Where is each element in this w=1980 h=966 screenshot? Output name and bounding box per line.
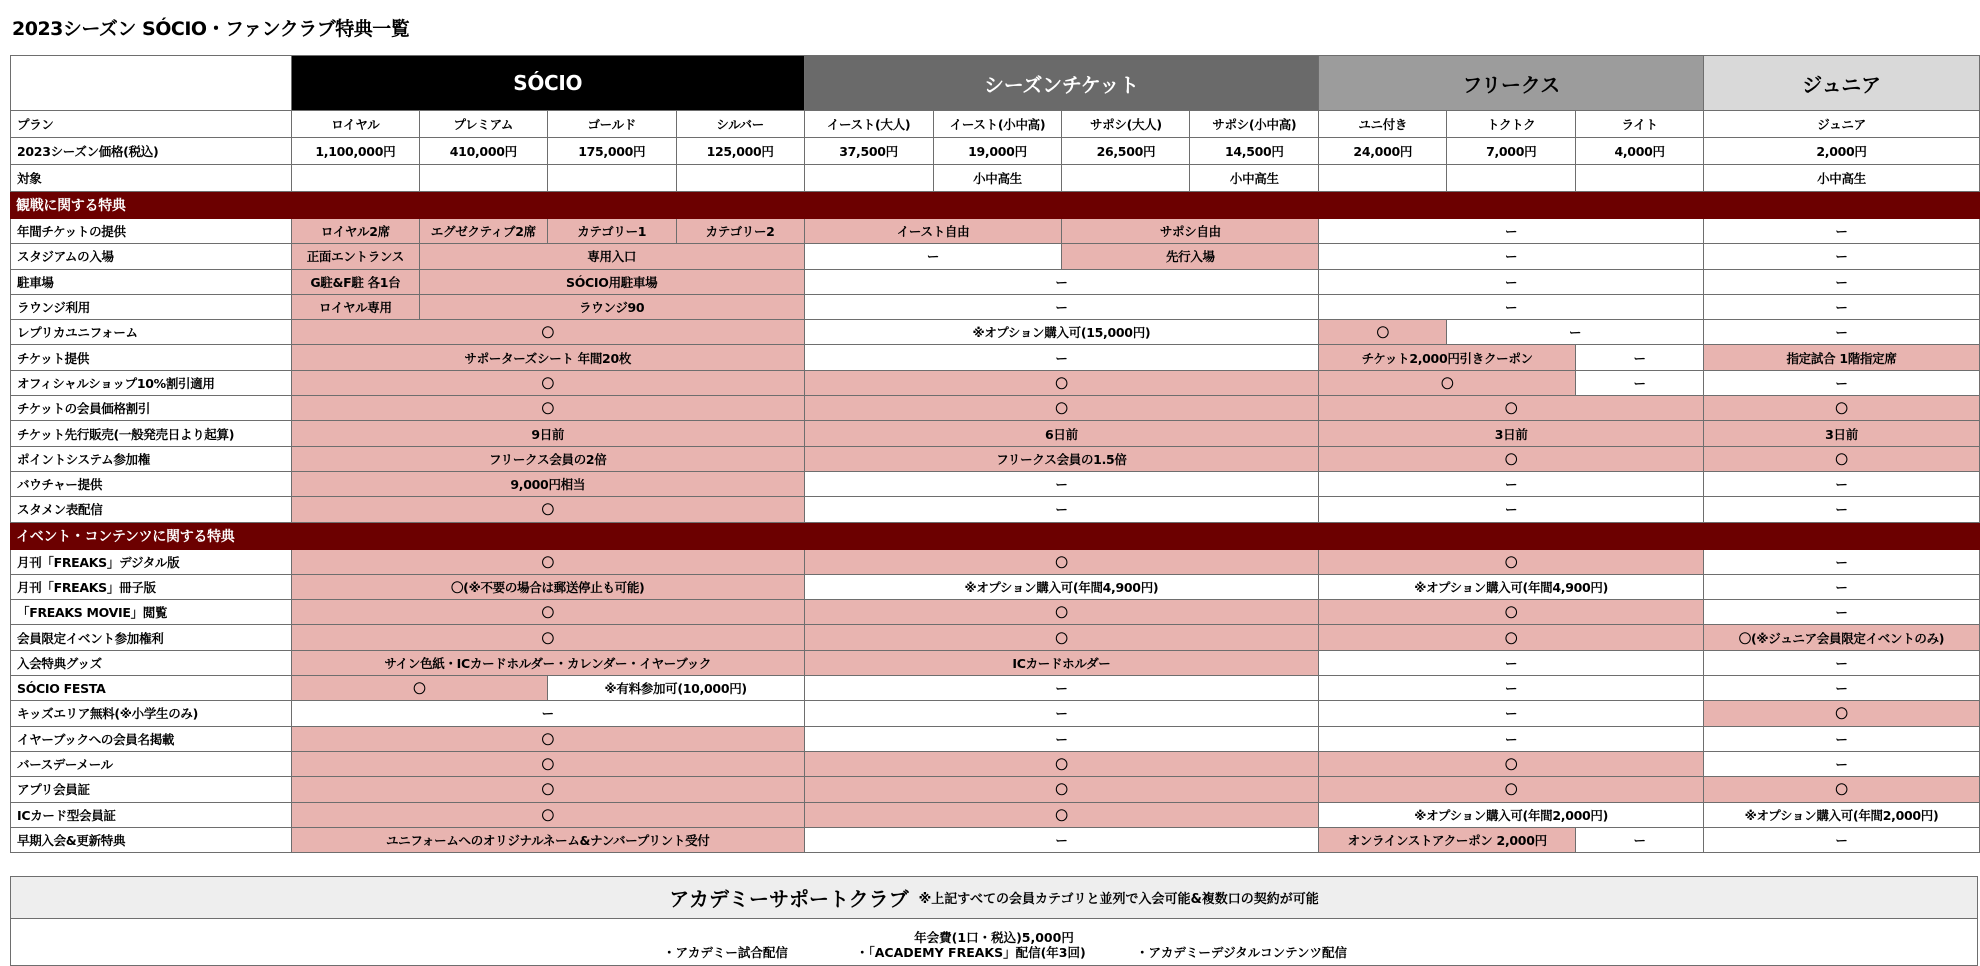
row-label: SÓCIO FESTA <box>11 676 292 701</box>
price-cell: 37,500円 <box>804 138 933 165</box>
benefits-table <box>10 55 1980 853</box>
benefit-cell: ユニフォームへのオリジナルネーム&ナンバープリント受付 <box>291 827 804 852</box>
academy-support-club <box>10 876 1978 966</box>
price-cell: 19,000円 <box>933 138 1062 165</box>
header-junior: ジュニア <box>1704 56 1980 111</box>
plan-cell: ライト <box>1576 111 1704 138</box>
row-label: 早期入会&更新特典 <box>11 827 292 852</box>
section-header-viewing: 観戦に関する特典 <box>11 192 1980 219</box>
benefit-cell: G駐&F駐 各1台 <box>291 269 419 294</box>
plan-cell: トクトク <box>1447 111 1576 138</box>
price-cell: 1,100,000円 <box>291 138 419 165</box>
plan-cell: サポシ(大人) <box>1062 111 1190 138</box>
row-label: 月刊「FREAKS」デジタル版 <box>11 549 292 574</box>
benefit-cell: フリークス会員の2倍 <box>291 446 804 471</box>
row-label: オフィシャルショップ10%割引適用 <box>11 370 292 395</box>
plan-cell: ゴールド <box>547 111 676 138</box>
benefit-cell: 〇 <box>291 625 804 650</box>
row-label: ラウンジ利用 <box>11 294 292 319</box>
row-label: バースデーメール <box>11 751 292 776</box>
target-cell <box>1447 165 1576 192</box>
benefit-cell: 〇 <box>1319 777 1704 802</box>
plan-cell: プレミアム <box>419 111 547 138</box>
row-label: バウチャー提供 <box>11 471 292 496</box>
academy-header <box>11 877 1977 919</box>
benefit-cell: 3日前 <box>1319 421 1704 446</box>
benefit-cell: フリークス会員の1.5倍 <box>804 446 1319 471</box>
row-label: 対象 <box>11 165 292 192</box>
academy-item: ・アカデミーデジタルコンテンツ配信 <box>1136 945 1348 960</box>
page-title: 2023シーズン SÓCIO・ファンクラブ特典一覧 <box>12 18 410 40</box>
target-cell <box>547 165 676 192</box>
benefit-cell: 〇 <box>291 726 804 751</box>
benefit-cell: ー <box>1319 269 1704 294</box>
target-cell <box>1062 165 1190 192</box>
benefit-cell: ラウンジ90 <box>419 294 804 319</box>
benefit-cell: サイン色紙・ICカードホルダー・カレンダー・イヤーブック <box>291 650 804 675</box>
benefit-cell: 〇 <box>1319 446 1704 471</box>
academy-note: ※上記すべての会員カテゴリと並列で入会可能&複数口の契約が可能 <box>918 892 1319 907</box>
benefit-cell: ※オプション購入可(15,000円) <box>804 320 1319 345</box>
target-cell: 小中高生 <box>933 165 1062 192</box>
price-cell: 26,500円 <box>1062 138 1190 165</box>
row-label: スタメン表配信 <box>11 497 292 522</box>
target-cell <box>1576 165 1704 192</box>
row-label: 駐車場 <box>11 269 292 294</box>
benefit-cell: 〇 <box>291 676 547 701</box>
header-season-ticket: シーズンチケット <box>804 56 1319 111</box>
row-label: 「FREAKS MOVIE」閲覧 <box>11 600 292 625</box>
benefit-cell: 〇 <box>804 600 1319 625</box>
benefit-cell: ー <box>1704 676 1980 701</box>
benefit-cell: ー <box>1704 650 1980 675</box>
benefit-cell: ー <box>1576 370 1704 395</box>
plan-cell: シルバー <box>676 111 804 138</box>
row-label: チケットの会員価格割引 <box>11 396 292 421</box>
benefit-cell: ー <box>804 294 1319 319</box>
benefit-cell: ※オプション購入可(年間2,000円) <box>1319 802 1704 827</box>
benefit-cell: 正面エントランス <box>291 244 419 269</box>
benefit-cell: 〇 <box>804 751 1319 776</box>
benefit-cell: サポシ自由 <box>1062 219 1319 244</box>
row-label: イヤーブックへの会員名掲載 <box>11 726 292 751</box>
benefit-cell: ※オプション購入可(年間4,900円) <box>1319 574 1704 599</box>
benefit-cell: ー <box>1319 294 1704 319</box>
benefit-cell: ロイヤル2席 <box>291 219 419 244</box>
benefit-cell: 〇 <box>291 549 804 574</box>
benefit-cell: オンラインストアクーポン 2,000円 <box>1319 827 1576 852</box>
row-label: 入会特典グッズ <box>11 650 292 675</box>
target-cell <box>291 165 419 192</box>
benefit-cell: 〇 <box>1319 396 1704 421</box>
benefit-cell: ー <box>1704 574 1980 599</box>
row-label: キッズエリア無料(※小学生のみ) <box>11 701 292 726</box>
benefit-cell: 9,000円相当 <box>291 471 804 496</box>
price-cell: 14,500円 <box>1190 138 1319 165</box>
benefit-cell: 〇 <box>1319 320 1447 345</box>
row-label: チケット先行販売(一般発売日より起算) <box>11 421 292 446</box>
academy-item: ・アカデミー試合配信 <box>663 945 788 960</box>
benefit-cell: ー <box>1319 676 1704 701</box>
benefit-cell: 〇 <box>1704 446 1980 471</box>
price-cell: 125,000円 <box>676 138 804 165</box>
benefit-cell: ロイヤル専用 <box>291 294 419 319</box>
section-header-events: イベント・コンテンツに関する特典 <box>11 522 1980 549</box>
benefit-cell: ー <box>1704 320 1980 345</box>
benefit-cell: カテゴリー2 <box>676 219 804 244</box>
benefit-cell: ー <box>1704 726 1980 751</box>
benefit-cell: 〇 <box>1704 777 1980 802</box>
benefit-cell: 〇(※ジュニア会員限定イベントのみ) <box>1704 625 1980 650</box>
benefit-cell: ー <box>804 244 1062 269</box>
benefit-cell: 〇 <box>291 370 804 395</box>
benefit-cell: ー <box>804 701 1319 726</box>
benefit-cell: ー <box>1704 600 1980 625</box>
benefit-cell: ー <box>1319 726 1704 751</box>
benefit-cell: ー <box>1704 294 1980 319</box>
benefit-cell: 〇 <box>1704 701 1980 726</box>
benefit-cell: 〇 <box>804 370 1319 395</box>
target-cell <box>804 165 933 192</box>
benefit-cell: 9日前 <box>291 421 804 446</box>
row-label: プラン <box>11 111 292 138</box>
plan-cell: ジュニア <box>1704 111 1980 138</box>
benefit-cell: ー <box>804 269 1319 294</box>
benefit-cell: 〇 <box>291 777 804 802</box>
benefit-cell: ー <box>1704 471 1980 496</box>
benefit-cell: 〇 <box>291 751 804 776</box>
benefit-cell: ー <box>1704 827 1980 852</box>
plan-cell: ユニ付き <box>1319 111 1447 138</box>
benefit-cell: 6日前 <box>804 421 1319 446</box>
target-cell: 小中高生 <box>1704 165 1980 192</box>
price-cell: 24,000円 <box>1319 138 1447 165</box>
benefit-cell: ー <box>1704 751 1980 776</box>
benefit-cell: ー <box>1319 650 1704 675</box>
plan-cell: サポシ(小中高) <box>1190 111 1319 138</box>
benefit-cell: ー <box>1704 497 1980 522</box>
row-label: チケット提供 <box>11 345 292 370</box>
benefit-cell: ※オプション購入可(年間4,900円) <box>804 574 1319 599</box>
benefit-cell: 指定試合 1階指定席 <box>1704 345 1980 370</box>
benefit-cell: チケット2,000円引きクーポン <box>1319 345 1576 370</box>
benefit-cell: 〇 <box>291 396 804 421</box>
benefit-cell: ー <box>1319 701 1704 726</box>
benefit-cell: 〇 <box>1319 751 1704 776</box>
benefit-cell: 〇 <box>291 320 804 345</box>
benefit-cell: カテゴリー1 <box>547 219 676 244</box>
benefit-cell: 〇 <box>291 600 804 625</box>
benefit-cell: SÓCIO用駐車場 <box>419 269 804 294</box>
row-label: ICカード型会員証 <box>11 802 292 827</box>
benefit-cell: 〇 <box>1319 600 1704 625</box>
benefit-cell: ー <box>804 471 1319 496</box>
benefit-cell: 〇 <box>1704 396 1980 421</box>
benefit-cell: ー <box>1704 244 1980 269</box>
benefit-cell: ー <box>804 497 1319 522</box>
benefit-cell: サポーターズシート 年間20枚 <box>291 345 804 370</box>
benefit-cell: 〇 <box>804 549 1319 574</box>
benefit-cell: ー <box>1704 219 1980 244</box>
row-label: ポイントシステム参加権 <box>11 446 292 471</box>
target-cell <box>676 165 804 192</box>
benefit-cell: ー <box>1319 471 1704 496</box>
benefit-cell: ー <box>1319 497 1704 522</box>
benefit-cell: ー <box>1576 345 1704 370</box>
plan-cell: イースト(小中高) <box>933 111 1062 138</box>
row-label: 年間チケットの提供 <box>11 219 292 244</box>
benefit-cell: ー <box>291 701 804 726</box>
benefit-cell: ー <box>804 827 1319 852</box>
header-freaks: フリークス <box>1319 56 1704 111</box>
benefit-cell: 〇 <box>1319 549 1704 574</box>
benefit-cell: ※オプション購入可(年間2,000円) <box>1704 802 1980 827</box>
row-label: レプリカユニフォーム <box>11 320 292 345</box>
benefit-cell: 〇 <box>291 497 804 522</box>
row-label: 会員限定イベント参加権利 <box>11 625 292 650</box>
benefit-cell: ー <box>1319 219 1704 244</box>
benefit-cell: ー <box>1576 827 1704 852</box>
target-cell: 小中高生 <box>1190 165 1319 192</box>
benefit-cell: 〇 <box>1319 625 1704 650</box>
target-cell <box>1319 165 1447 192</box>
price-cell: 7,000円 <box>1447 138 1576 165</box>
benefit-cell: ー <box>804 345 1319 370</box>
corner-cell <box>11 56 292 111</box>
plan-cell: イースト(大人) <box>804 111 933 138</box>
row-label: 月刊「FREAKS」冊子版 <box>11 574 292 599</box>
benefit-cell: 先行入場 <box>1062 244 1319 269</box>
benefit-cell: 専用入口 <box>419 244 804 269</box>
academy-fee: 年会費(1口・税込)5,000円 <box>914 930 1074 945</box>
benefit-cell: 〇 <box>291 802 804 827</box>
benefit-cell: ー <box>1704 549 1980 574</box>
price-cell: 2,000円 <box>1704 138 1980 165</box>
benefit-cell: ※有料参加可(10,000円) <box>547 676 804 701</box>
benefit-cell: 〇 <box>804 625 1319 650</box>
benefit-cell: 〇 <box>804 802 1319 827</box>
row-label: 2023シーズン価格(税込) <box>11 138 292 165</box>
benefit-cell: イースト自由 <box>804 219 1062 244</box>
benefit-cell: ー <box>1704 370 1980 395</box>
row-label: スタジアムの入場 <box>11 244 292 269</box>
benefit-cell: ー <box>804 726 1319 751</box>
academy-title: アカデミーサポートクラブ <box>669 887 909 911</box>
plan-cell: ロイヤル <box>291 111 419 138</box>
price-cell: 4,000円 <box>1576 138 1704 165</box>
price-cell: 410,000円 <box>419 138 547 165</box>
benefit-cell: 〇(※不要の場合は郵送停止も可能) <box>291 574 804 599</box>
benefit-cell: ICカードホルダー <box>804 650 1319 675</box>
academy-item: ・「ACADEMY FREAKS」配信(年3回) <box>856 945 1086 960</box>
benefit-cell: ー <box>1704 269 1980 294</box>
benefit-cell: 〇 <box>1319 370 1576 395</box>
benefit-cell: 〇 <box>804 396 1319 421</box>
header-socio: SÓCIO <box>291 56 804 111</box>
benefit-cell: ー <box>1447 320 1704 345</box>
benefit-cell: ー <box>1319 244 1704 269</box>
row-label: アプリ会員証 <box>11 777 292 802</box>
price-cell: 175,000円 <box>547 138 676 165</box>
benefit-cell: ー <box>804 676 1319 701</box>
target-cell <box>419 165 547 192</box>
benefit-cell: 3日前 <box>1704 421 1980 446</box>
benefit-cell: 〇 <box>804 777 1319 802</box>
benefit-cell: エグゼクティブ2席 <box>419 219 547 244</box>
